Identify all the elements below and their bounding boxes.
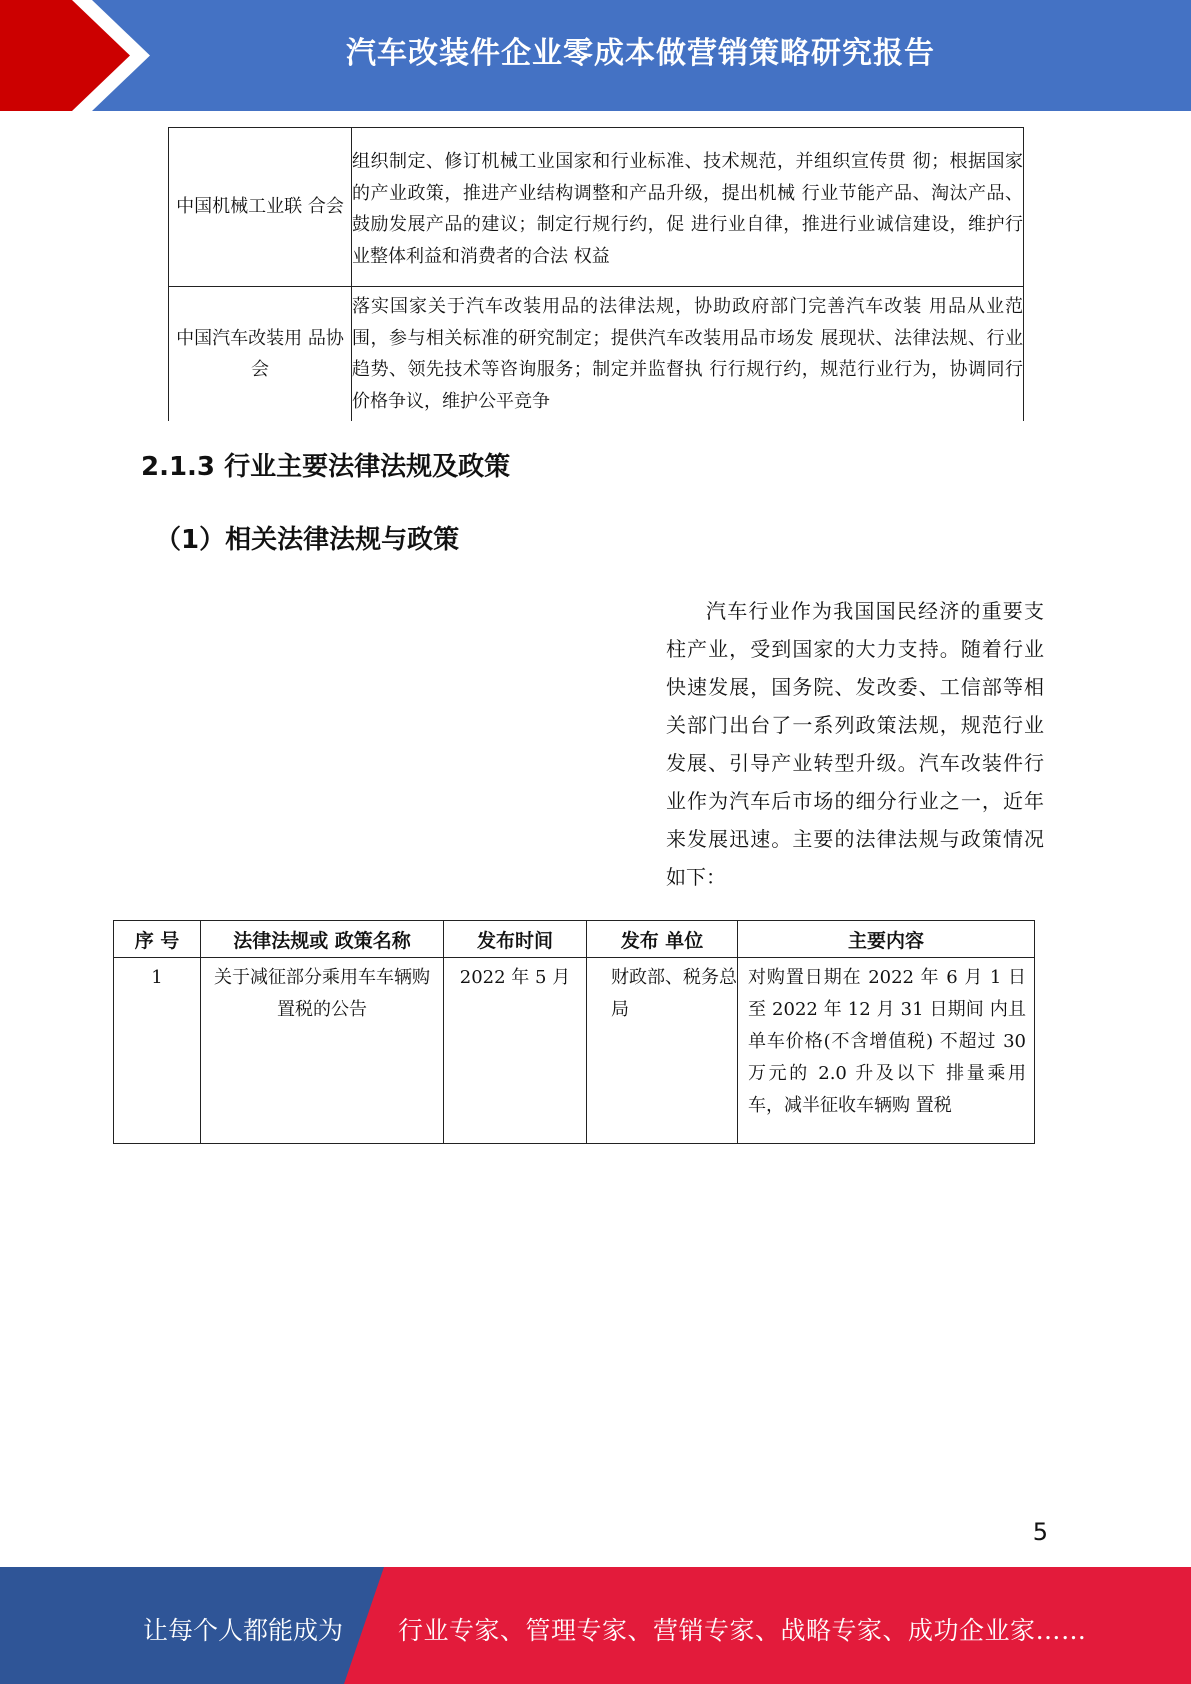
cell-date: 2022 年 5 月 <box>444 958 587 1144</box>
industry-association-table <box>168 127 1024 421</box>
body-paragraph: 汽车行业作为我国国民经济的重要支柱产业，受到国家的大力支持。随着行业快速发展，国务院、发改委、工信部等相关部门出台了一系列政策法规，规范行业发展、引导产业转型升级。汽车改装件行业作为汽车后市场的细分行业之一，近年来发展迅速。主要的法律法规与政策情况如下： <box>666 599 1044 889</box>
subsection-heading: （1）相关法律法规与政策 <box>155 525 460 555</box>
report-title: 汽车改装件企业零成本做营销策略研究报告 <box>346 36 935 71</box>
header-content: 主要内容 <box>738 921 1035 958</box>
table-row <box>114 958 1035 1144</box>
cell-unit: 财政部、税务总局 <box>587 958 738 1144</box>
org-name-cell: 中国机械工业联 合会 <box>169 128 352 287</box>
header-no: 序 号 <box>114 921 201 958</box>
cell-no: 1 <box>114 958 201 1144</box>
page-number: 5 <box>1032 1518 1048 1546</box>
org-desc-cell: 组织制定、修订机械工业国家和行业标准、技术规范，并组织宣传贯 彻；根据国家的产业政策，推进产业结构调整和产品升级，提出机械 行业节能产品、淘汰产品、鼓励发展产品的建议；制定行规行约，促 进行业自律，推进行业诚信建设，维护行业整体利益和消费者的合法 权益 <box>352 128 1024 287</box>
org-desc-cell: 落实国家关于汽车改装用品的法律法规，协助政府部门完善汽车改装 用品从业范围，参与相关标准的研究制定；提供汽车改装用品市场发 展现状、法律法规、行业趋势、领先技术等咨询服务；制定并监督执 行行规行约，规范行业行为，协调同行价格争议，维护公平竞争 <box>352 287 1024 422</box>
section-heading: 2.1.3 行业主要法律法规及政策 <box>141 452 511 482</box>
law-policy-table <box>113 920 1035 1144</box>
header-unit: 发布 单位 <box>587 921 738 958</box>
page-header <box>0 0 1191 111</box>
footer-slogan-right: 行业专家、管理专家、营销专家、战略专家、成功企业家…… <box>398 1616 1087 1645</box>
footer-slogan-left: 让每个人都能成为 <box>143 1616 344 1645</box>
table-row <box>169 128 1024 287</box>
page-footer <box>0 1567 1191 1684</box>
org-name-cell: 中国汽车改装用 品协会 <box>169 287 352 422</box>
table-row <box>169 287 1024 422</box>
cell-name: 关于减征部分乘用车车辆购置税的公告 <box>201 958 444 1144</box>
cell-content: 对购置日期在 2022 年 6 月 1 日至 2022 年 12 月 31 日期间 内且单车价格(不含增值税) 不超过 30 万元的 2.0 升及以下 排量乘用车，减半征收车辆购 置税 <box>738 958 1035 1144</box>
table-header-row <box>114 921 1035 958</box>
header-arrow-decoration <box>0 0 160 111</box>
header-date: 发布时间 <box>444 921 587 958</box>
header-name: 法律法规或 政策名称 <box>201 921 444 958</box>
